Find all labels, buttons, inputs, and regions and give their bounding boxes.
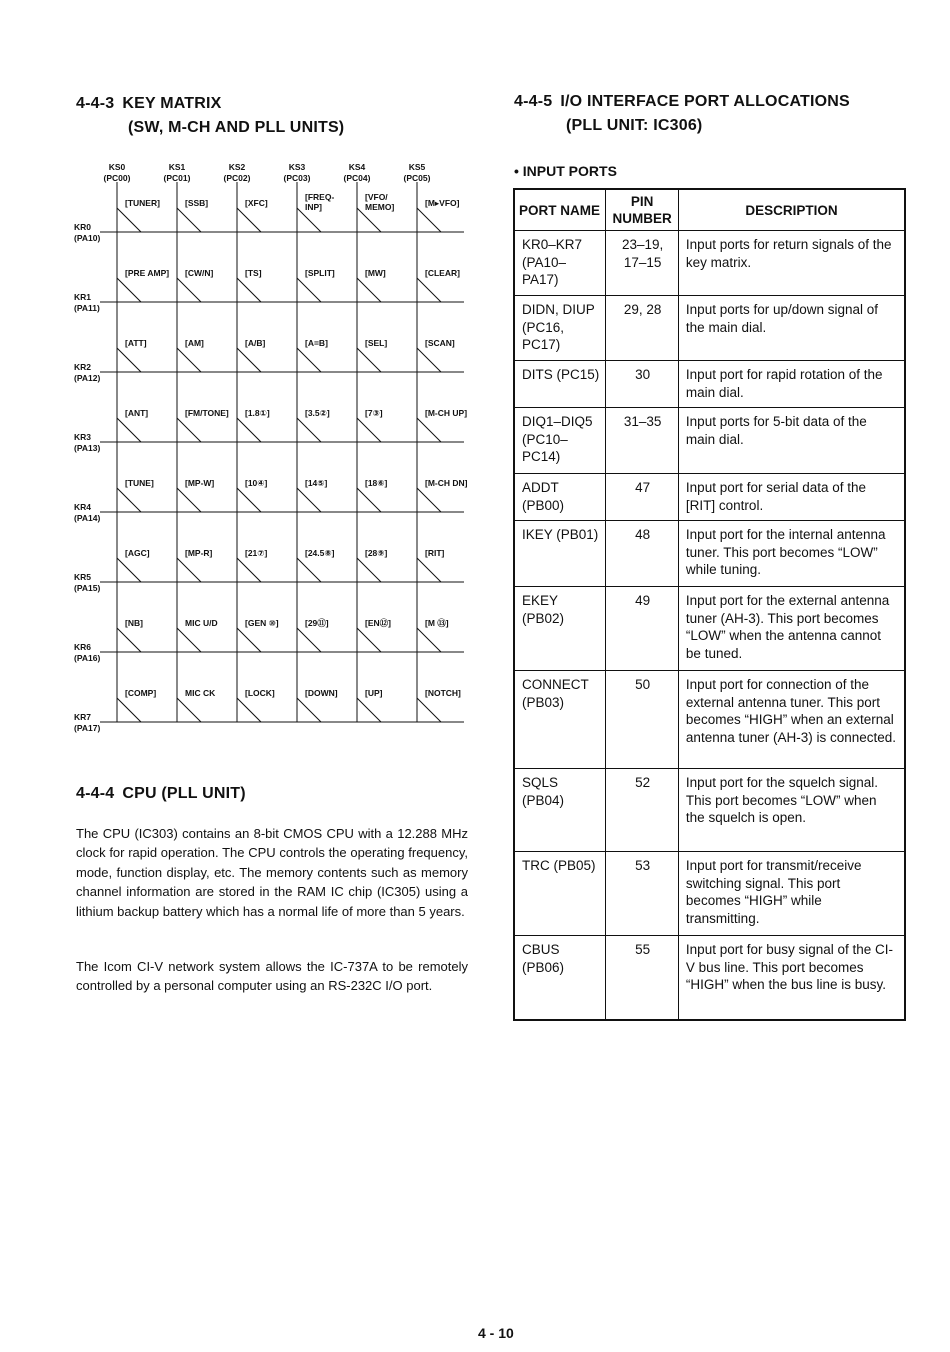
switch-symbol: [237, 488, 261, 512]
switch-symbol: [297, 488, 321, 512]
switch-symbol: [117, 418, 141, 442]
key-label: [VFO/ MEMO]: [365, 192, 395, 212]
row-header: [74, 292, 100, 314]
cell-desc: Input port for serial data of the [RIT] control.: [678, 474, 905, 521]
col-header-pin: PIN NUMBER: [606, 189, 679, 231]
key-label: [CW/N]: [185, 268, 214, 278]
cell-pin: 48: [606, 521, 679, 587]
row-header: [74, 712, 100, 734]
key-label: [SPLIT]: [305, 268, 335, 278]
switch-symbol: [357, 278, 381, 302]
column-header: [152, 162, 202, 184]
cell-port: DIDN, DIUP (PC16, PC17): [514, 296, 606, 361]
key-label: [SEL]: [365, 338, 388, 348]
cell-desc: Input ports for 5-bit data of the main dial.: [678, 408, 905, 474]
table-row: [514, 521, 905, 587]
row-header: [74, 222, 100, 244]
kr-port: (PA13): [74, 443, 101, 453]
key-label: [SCAN]: [425, 338, 455, 348]
switch-symbol: [297, 418, 321, 442]
kr-port: (PA12): [74, 373, 101, 383]
io-port-table: [513, 188, 906, 1021]
key-label: [29⑪]: [305, 618, 329, 628]
key-label: [LOCK]: [245, 688, 275, 698]
key-label: [M ⑬]: [425, 618, 449, 628]
cell-desc: Input port for busy signal of the CI-V bus line. This port becomes “HIGH” when the bus line is busy.: [678, 936, 905, 1020]
switch-symbol: [357, 348, 381, 372]
cell-desc: Input port for rapid rotation of the main dial.: [678, 361, 905, 408]
key-label: [3.5②]: [305, 408, 330, 418]
key-matrix-diagram: [72, 160, 472, 740]
cell-desc: Input port for connection of the external antenna tuner. This port becomes “HIGH” when an external antenna tuner (AH-3) is connected.: [678, 671, 905, 769]
column-header: [212, 162, 262, 184]
cell-pin: 29, 28: [606, 296, 679, 361]
key-label: [18⑥]: [365, 478, 388, 488]
switch-symbol: [297, 698, 321, 722]
switch-symbol: [117, 348, 141, 372]
switch-symbol: [417, 418, 441, 442]
key-matrix-lines: [72, 160, 472, 740]
key-label: [FREQ- INP]: [305, 192, 335, 212]
cell-pin: 49: [606, 587, 679, 671]
key-label: [M▸VFO]: [425, 198, 460, 208]
cell-desc: Input port for the squelch signal. This port becomes “LOW” when the squelch is open.: [678, 769, 905, 852]
key-label: [GEN ⑩]: [245, 618, 279, 628]
kr-port: (PA14): [74, 513, 101, 523]
table-row: [514, 852, 905, 936]
key-label: [FM/TONE]: [185, 408, 229, 418]
switch-symbol: [117, 208, 141, 232]
switch-symbol: [297, 628, 321, 652]
key-label: [MP-R]: [185, 548, 213, 558]
switch-symbol: [177, 278, 201, 302]
key-label: [M-CH DN]: [425, 478, 468, 488]
table-header-row: [514, 189, 905, 231]
kr-label: KR2: [74, 362, 92, 372]
switch-symbol: [417, 348, 441, 372]
kr-port: (PA11): [74, 303, 100, 313]
cell-pin: 55: [606, 936, 679, 1020]
ks-label: KS1: [168, 162, 186, 172]
section-number: 4-4-5: [514, 93, 553, 110]
switch-symbol: [417, 278, 441, 302]
cell-port: EKEY (PB02): [514, 587, 606, 671]
ks-port: (PC03): [283, 173, 311, 183]
ks-label: KS3: [288, 162, 306, 172]
switch-symbol: [297, 558, 321, 582]
key-label: [ANT]: [125, 408, 149, 418]
cell-pin: 53: [606, 852, 679, 936]
cell-port: TRC (PB05): [514, 852, 606, 936]
cell-pin: 52: [606, 769, 679, 852]
key-label: [NB]: [125, 618, 143, 628]
cell-port: KR0–KR7 (PA10– PA17): [514, 231, 606, 296]
table-row: [514, 361, 905, 408]
table-row: [514, 587, 905, 671]
kr-label: KR3: [74, 432, 92, 442]
switch-symbol: [357, 418, 381, 442]
switch-symbol: [417, 208, 441, 232]
cell-desc: Input ports for up/down signal of the main dial.: [678, 296, 905, 361]
switch-symbol: [357, 558, 381, 582]
cell-port: IKEY (PB01): [514, 521, 606, 587]
section-title: CPU (PLL UNIT): [122, 785, 246, 802]
kr-port: (PA15): [74, 583, 101, 593]
key-label: [DOWN]: [305, 688, 338, 698]
key-label: [SSB]: [185, 198, 209, 208]
key-label: [A=B]: [305, 338, 328, 348]
switch-symbol: [417, 628, 441, 652]
key-label: [CLEAR]: [425, 268, 460, 278]
ks-port: (PC04): [343, 173, 371, 183]
switch-symbol: [177, 208, 201, 232]
key-label: [7③]: [365, 408, 383, 418]
switch-symbol: [417, 488, 441, 512]
row-header: [74, 642, 100, 664]
key-label: [TUNER]: [125, 198, 160, 208]
cell-desc: Input port for the external antenna tuner (AH-3). This port becomes “LOW” when the antenna cannot be tuned.: [678, 587, 905, 671]
key-label: MIC CK: [185, 688, 216, 698]
key-label: [A/B]: [245, 338, 266, 348]
kr-label: KR5: [74, 572, 92, 582]
table-row: [514, 936, 905, 1020]
key-label: [UP]: [365, 688, 383, 698]
kr-label: KR0: [74, 222, 92, 232]
cell-pin: 23–19, 17–15: [606, 231, 679, 296]
row-header: [74, 362, 100, 384]
row-header: [74, 432, 100, 454]
key-label: [MW]: [365, 268, 386, 278]
column-header: [272, 162, 322, 184]
kr-label: KR4: [74, 502, 92, 512]
switch-symbol: [117, 698, 141, 722]
cell-pin: 50: [606, 671, 679, 769]
kr-label: KR1: [74, 292, 92, 302]
switch-symbol: [117, 488, 141, 512]
ks-label: KS0: [108, 162, 126, 172]
table-row: [514, 474, 905, 521]
switch-symbol: [177, 348, 201, 372]
switch-symbol: [417, 698, 441, 722]
switch-symbol: [237, 208, 261, 232]
section-title: KEY MATRIX: [122, 95, 222, 112]
switch-symbol: [237, 698, 261, 722]
row-header: [74, 502, 100, 524]
ks-label: KS2: [228, 162, 246, 172]
switch-symbol: [177, 488, 201, 512]
key-label: [14⑤]: [305, 478, 328, 488]
kr-label: KR6: [74, 642, 92, 652]
key-label: [1.8①]: [245, 408, 270, 418]
key-matrix-heading: [76, 92, 344, 140]
table-row: [514, 671, 905, 769]
cell-port: SQLS (PB04): [514, 769, 606, 852]
cell-pin: 30: [606, 361, 679, 408]
switch-symbol: [357, 488, 381, 512]
kr-port: (PA17): [74, 723, 101, 733]
key-label: [M-CH UP]: [425, 408, 468, 418]
key-label: [21⑦]: [245, 548, 268, 558]
key-label: [24.5⑧]: [305, 548, 335, 558]
cpu-paragraph: The Icom CI-V network system allows the IC-737A to be remotely controlled by a personal computer using an RS-232C I/O port.: [76, 959, 468, 994]
column-header: [92, 162, 142, 184]
kr-port: (PA10): [74, 233, 101, 243]
section-subtitle: (SW, M-CH AND PLL UNITS): [128, 119, 345, 136]
cell-desc: Input ports for return signals of the key matrix.: [678, 231, 905, 296]
ks-port: (PC05): [403, 173, 431, 183]
input-ports-heading: • INPUT PORTS: [514, 163, 617, 179]
switch-symbol: [237, 348, 261, 372]
switch-symbol: [117, 558, 141, 582]
section-number: 4-4-4: [76, 785, 115, 802]
key-label: [XFC]: [245, 198, 268, 208]
key-label: [TS]: [245, 268, 262, 278]
key-label: MIC U/D: [185, 618, 218, 628]
table-row: [514, 408, 905, 474]
ks-port: (PC00): [103, 173, 131, 183]
switch-symbol: [357, 628, 381, 652]
cell-port: ADDT (PB00): [514, 474, 606, 521]
column-header: [392, 162, 442, 184]
switch-symbol: [297, 348, 321, 372]
table-row: [514, 296, 905, 361]
kr-port: (PA16): [74, 653, 101, 663]
key-label: [MP-W]: [185, 478, 215, 488]
key-label: [28⑨]: [365, 548, 388, 558]
cell-desc: Input port for the internal antenna tuner. This port becomes “LOW” while tuning.: [678, 521, 905, 587]
key-label: [COMP]: [125, 688, 157, 698]
switch-symbol: [237, 278, 261, 302]
key-label: [AGC]: [125, 548, 150, 558]
ks-port: (PC02): [223, 173, 251, 183]
cpu-heading: [76, 782, 246, 806]
page-number: 4 - 10: [478, 1325, 514, 1341]
col-header-desc: DESCRIPTION: [678, 189, 905, 231]
switch-symbol: [357, 698, 381, 722]
switch-symbol: [237, 418, 261, 442]
switch-symbol: [297, 278, 321, 302]
switch-symbol: [237, 558, 261, 582]
ks-label: KS4: [348, 162, 366, 172]
key-label: [PRE AMP]: [125, 268, 170, 278]
key-label: [AM]: [185, 338, 204, 348]
row-header: [74, 572, 100, 594]
switch-symbol: [117, 628, 141, 652]
key-label: [RIT]: [425, 548, 445, 558]
key-label: [TUNE]: [125, 478, 154, 488]
kr-label: KR7: [74, 712, 92, 722]
key-label: [EN⑫]: [365, 618, 391, 628]
table-row: [514, 231, 905, 296]
cell-port: DITS (PC15): [514, 361, 606, 408]
cell-pin: 47: [606, 474, 679, 521]
column-header: [332, 162, 382, 184]
cpu-paragraph: The CPU (IC303) contains an 8-bit CMOS CPU with a 12.288 MHz clock for rapid operation. The CPU controls the operating frequency, mode, function display, etc. The memory contents such as memory channel information are stored in the RAM IC chip (IC305) using a lithium backup battery which has a normal life of more than 5 years.: [76, 826, 468, 919]
switch-symbol: [177, 418, 201, 442]
table-row: [514, 769, 905, 852]
cell-port: CBUS (PB06): [514, 936, 606, 1020]
cell-port: CONNECT (PB03): [514, 671, 606, 769]
key-label: [NOTCH]: [425, 688, 461, 698]
key-label: [ATT]: [125, 338, 147, 348]
ks-label: KS5: [408, 162, 426, 172]
section-subtitle: (PLL UNIT: IC306): [566, 117, 703, 134]
switch-symbol: [417, 558, 441, 582]
cell-pin: 31–35: [606, 408, 679, 474]
io-heading: [514, 90, 850, 138]
switch-symbol: [177, 698, 201, 722]
section-number: 4-4-3: [76, 95, 115, 112]
key-label: [10④]: [245, 478, 268, 488]
cell-port: DIQ1–DIQ5 (PC10– PC14): [514, 408, 606, 474]
switch-symbol: [177, 628, 201, 652]
col-header-port: PORT NAME: [514, 189, 606, 231]
switch-symbol: [177, 558, 201, 582]
ks-port: (PC01): [163, 173, 191, 183]
section-title: I/O INTERFACE PORT ALLOCATIONS: [560, 93, 850, 110]
cell-desc: Input port for transmit/receive switching signal. This port becomes “HIGH” while transmitting.: [678, 852, 905, 936]
switch-symbol: [117, 278, 141, 302]
switch-symbol: [237, 628, 261, 652]
